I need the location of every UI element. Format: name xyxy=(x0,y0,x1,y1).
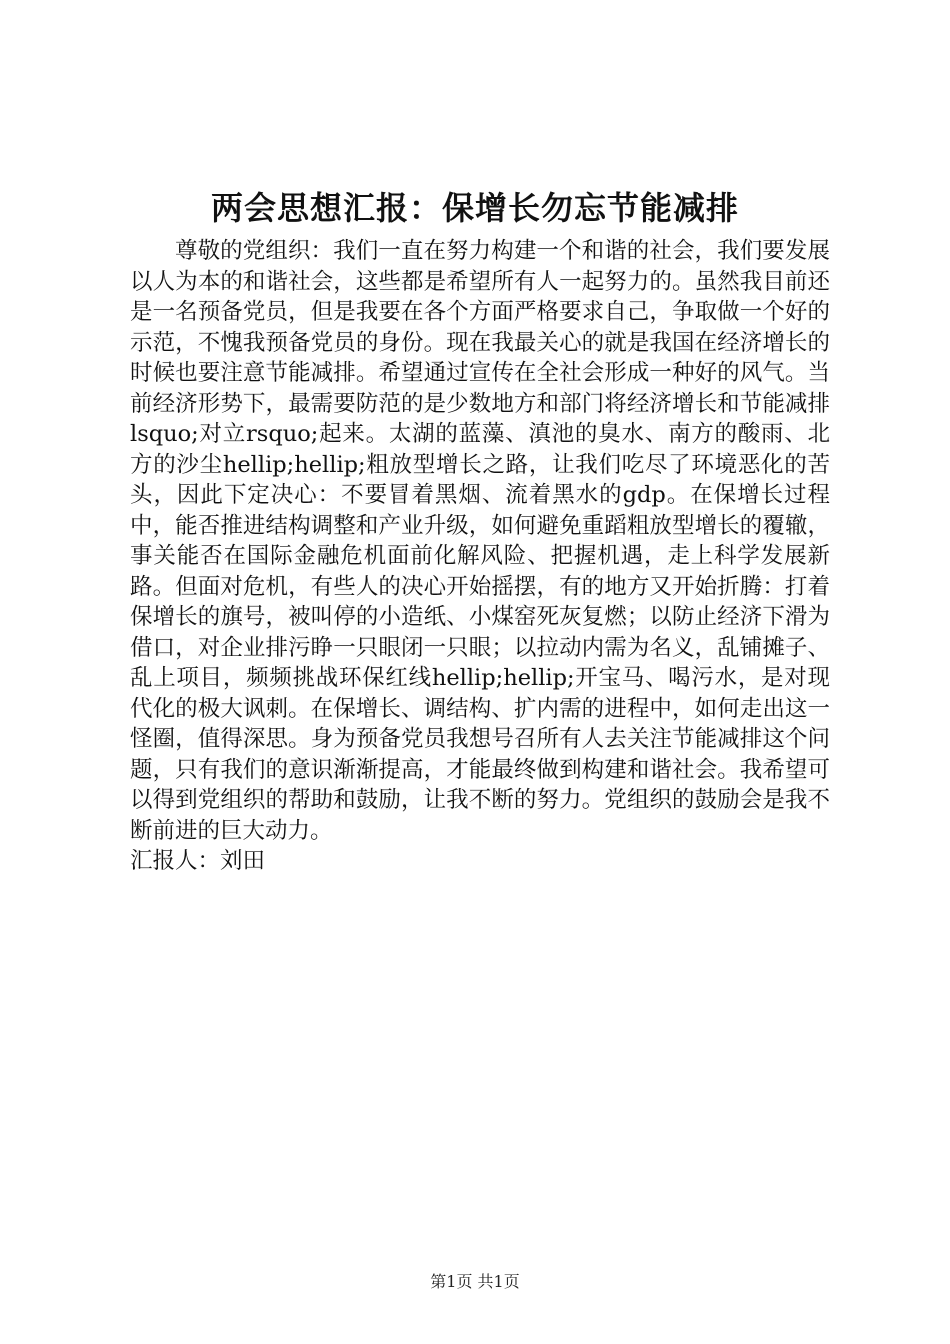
page-number-footer: 第1页 共1页 xyxy=(430,1272,520,1291)
document-body xyxy=(130,236,830,877)
document-title: 两会思想汇报：保增长勿忘节能减排 xyxy=(210,189,739,227)
signature-line: 汇报人：刘田 xyxy=(130,848,266,874)
body-paragraph: 尊敬的党组织：我们一直在努力构建一个和谐的社会，我们要发展以人为本的和谐社会，这些都是希望所有人一起努力的。虽然我目前还是一名预备党员，但是我要在各个方面严格要求自己，争取做一个好的示范，不愧我预备党员的身份。现在我最关心的就是我国在经济增长的时候也要注意节能减排。希望通过宣传在全社会形成一种好的风气。当前经济形势下，最需要防范的是少数地方和部门将经济增长和节能减排 lsquo;对立rsquo;起来。太湖的蓝藻、滇池的臭水、南方的酸雨、北方的沙尘hellip;hellip;粗放型增长之路，让我们吃尽了环境恶化的苦头，因此下定决心：不要冒着黑烟、流着黑水的gdp。在保增长过程中，能否推进结构调整和产业升级，如何避免重蹈粗放型增长的覆辙，事关能否在国际金融危机面前化解风险、把握机遇，走上科学发展新路。但面对危机，有些人的决心开始摇摆，有的地方又开始折腾：打着保增长的旗号，被叫停的小造纸、小煤窑死灰复燃；以防止经济下滑为借口，对企业排污睁一只眼闭一只眼；以拉动内需为名义，乱铺摊子、乱上项目，频频挑战环保红线hellip;hellip;开宝马、喝污水，是对现代化的极大讽刺。在保增长、调结构、扩内需的进程中，如何走出这一怪圈，值得深思。身为预备党员我想号召所有人去关注节能减排这个问题，只有我们的意识渐渐提高，才能最终做到构建和谐社会。我希望可以得到党组织的帮助和鼓励，让我不断的努力。党组织的鼓励会是我不断前进的巨大动力。 xyxy=(130,238,830,844)
